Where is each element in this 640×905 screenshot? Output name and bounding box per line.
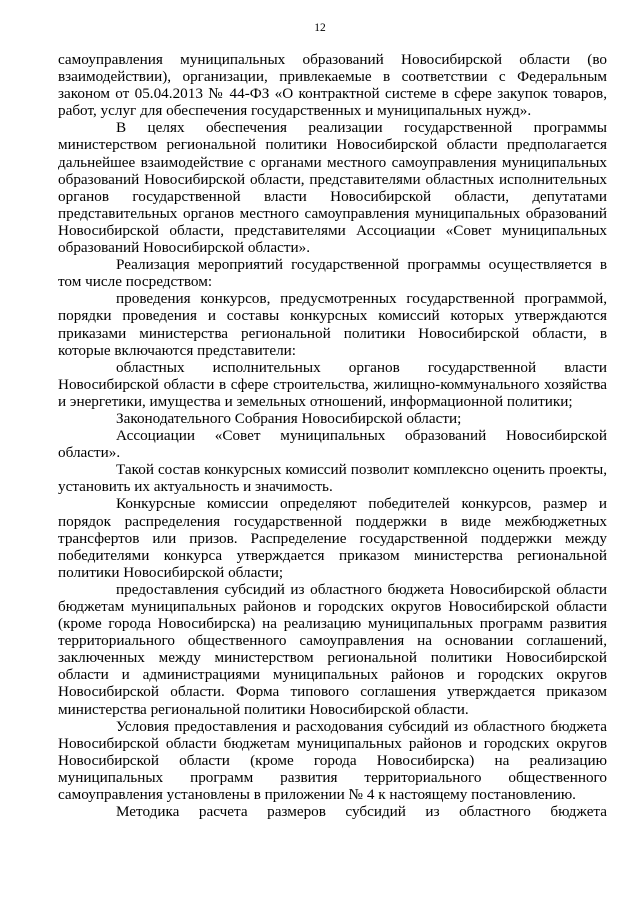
paragraph: проведения конкурсов, предусмотренных государственной программой, порядки проведения и составы конкурсных комиссий которых утверждаются приказами министерства региональной политики Новосибирской области, в которые включаются представители: [58, 290, 607, 359]
paragraph: Методика расчета размеров субсидий из областного бюджета [116, 803, 607, 821]
paragraph: областных исполнительных органов государственной власти Новосибирской области в сфере строительства, жилищно-коммунального хозяйства и энергетики, имущества и земельных отношений, информационной политики; [58, 358, 607, 410]
paragraph: Ассоциации «Совет муниципальных образований Новосибирской области». [58, 427, 607, 462]
page-number: 12 [314, 22, 326, 34]
paragraph: Реализация мероприятий государственной программы осуществляется в том числе посредством: [58, 256, 607, 291]
paragraph: самоуправления муниципальных образований Новосибирской области (во взаимодействии), организации, привлекаемые в соответствии с Федеральным законом от 05.04.2013 № 44-ФЗ «О контрактной системе в сфере закупок товаров, работ, услуг для обеспечения государственных и муниципальных нужд». [58, 51, 607, 120]
paragraph: предоставления субсидий из областного бюджета Новосибирской области бюджетам муниципальных районов и городских округов Новосибирской области (кроме города Новосибирска) на реализацию муниципальных программ развития территориального общественного самоуправления на основании соглашений, заключенных между министерством региональной политики Новосибирской области и администрациями муниципальных районов и городских округов Новосибирской области. Форма типового соглашения утверждается приказом министерства региональной политики Новосибирской области. [58, 580, 607, 718]
paragraph: Законодательного Собрания Новосибирской области; [116, 409, 462, 427]
paragraph: В целях обеспечения реализации государственной программы министерством региональной политики Новосибирской области предполагается дальнейшее взаимодействие с органами местного самоуправления муниципальных образований Новосибирской области, представителями областных исполнительных органов государственной власти Новосибирской области, депутатами представительных органов местного самоуправления муниципальных образований Новосибирской области, представителями Ассоциации «Совет муниципальных образований Новосибирской области». [58, 119, 607, 257]
document-body [58, 51, 607, 820]
paragraph: Условия предоставления и расходования субсидий из областного бюджета Новосибирской области бюджетам муниципальных районов и городских округов Новосибирской области (кроме города Новосибирска) на реализацию муниципальных программ развития территориального общественного самоуправления установлены в приложении № 4 к настоящему постановлению. [58, 717, 607, 804]
paragraph: Конкурсные комиссии определяют победителей конкурсов, размер и порядок распределения государственной поддержки в виде межбюджетных трансфертов или призов. Распределение государственной поддержки между победителями конкурса утверждается приказом министерства региональной политики Новосибирской области; [58, 495, 607, 581]
paragraph: Такой состав конкурсных комиссий позволит комплексно оценить проекты, установить их актуальность и значимость. [58, 461, 607, 496]
